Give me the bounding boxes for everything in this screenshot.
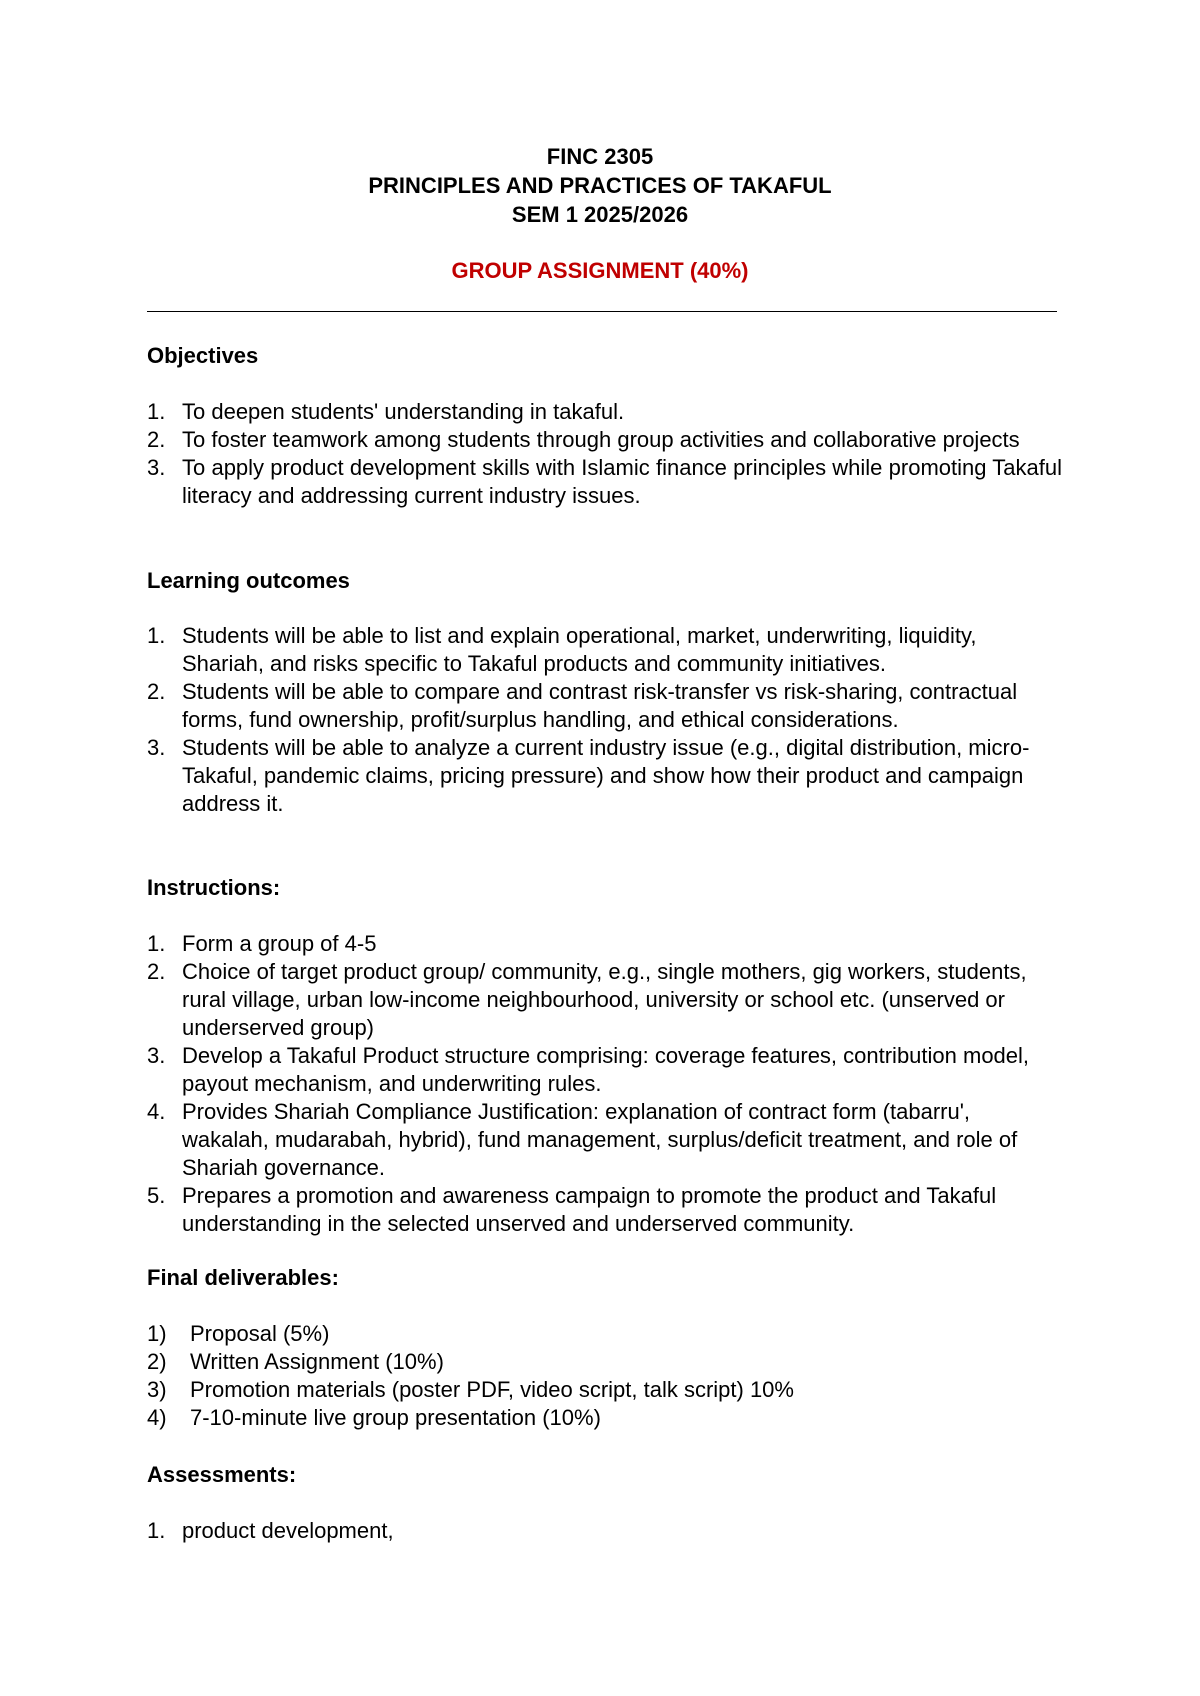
assessments-heading: Assessments:	[147, 1462, 297, 1487]
objectives-heading: Objectives	[147, 343, 259, 368]
list-item: 1) Proposal (5%)	[147, 1321, 330, 1346]
list-item: 3. Students will be able to analyze a current industry issue (e.g., digital distribution, micro-Takaful, pandemic claims, pricing pressure) and show how their product and campaign address it.	[147, 735, 1030, 816]
horizontal-divider	[147, 311, 1057, 312]
final-deliverables-heading: Final deliverables:	[147, 1265, 339, 1290]
list-item: 2. Choice of target product group/ community, e.g., single mothers, gig workers, students, rural village, urban low-income neighbourhood, university or school etc. (unserved or underserved group)	[147, 959, 1027, 1040]
list-item: 3) Promotion materials (poster PDF, video script, talk script) 10%	[147, 1377, 794, 1402]
list-item: 1. Students will be able to list and explain operational, market, underwriting, liquidity, Shariah, and risks specific to Takaful products and community initiatives.	[147, 623, 977, 676]
list-item: 1. product development,	[147, 1518, 394, 1543]
instructions-heading: Instructions:	[147, 875, 281, 900]
list-item: 2) Written Assignment (10%)	[147, 1349, 444, 1374]
learning-outcomes-list	[147, 622, 1062, 818]
list-item: 4) 7-10-minute live group presentation (10%)	[147, 1405, 601, 1430]
semester: SEM 1 2025/2026	[511, 202, 689, 227]
list-item: 5. Prepares a promotion and awareness campaign to promote the product and Takaful understanding in the selected unserved and underserved community.	[147, 1183, 997, 1236]
list-item: 2. Students will be able to compare and contrast risk-transfer vs risk-sharing, contractual forms, fund ownership, profit/surplus handling, and ethical considerations.	[147, 679, 1018, 732]
list-item: 1. Form a group of 4-5	[147, 931, 377, 956]
list-item: 3. Develop a Takaful Product structure comprising: coverage features, contribution model, payout mechanism, and underwriting rules.	[147, 1043, 1030, 1096]
instructions-list	[147, 930, 1062, 1238]
assignment-title: GROUP ASSIGNMENT (40%)	[451, 258, 749, 283]
list-item: 3. To apply product development skills with Islamic finance principles while promoting Takaful literacy and addressing current industry issues.	[147, 455, 1062, 508]
course-header	[0, 142, 1200, 229]
list-item: 1. To deepen students' understanding in takaful.	[147, 399, 625, 424]
course-title: PRINCIPLES AND PRACTICES OF TAKAFUL	[368, 173, 832, 198]
list-item: 4. Provides Shariah Compliance Justification: explanation of contract form (tabarru', wakalah, mudarabah, hybrid), fund management, surplus/deficit treatment, and role of Shariah governance.	[147, 1099, 1018, 1180]
final-deliverables-list	[147, 1320, 1062, 1432]
learning-outcomes-heading: Learning outcomes	[147, 568, 350, 593]
assessments-list	[147, 1517, 1062, 1545]
objectives-list	[147, 398, 1062, 510]
list-item: 2. To foster teamwork among students through group activities and collaborative projects	[147, 427, 1020, 452]
course-code: FINC 2305	[546, 144, 654, 169]
